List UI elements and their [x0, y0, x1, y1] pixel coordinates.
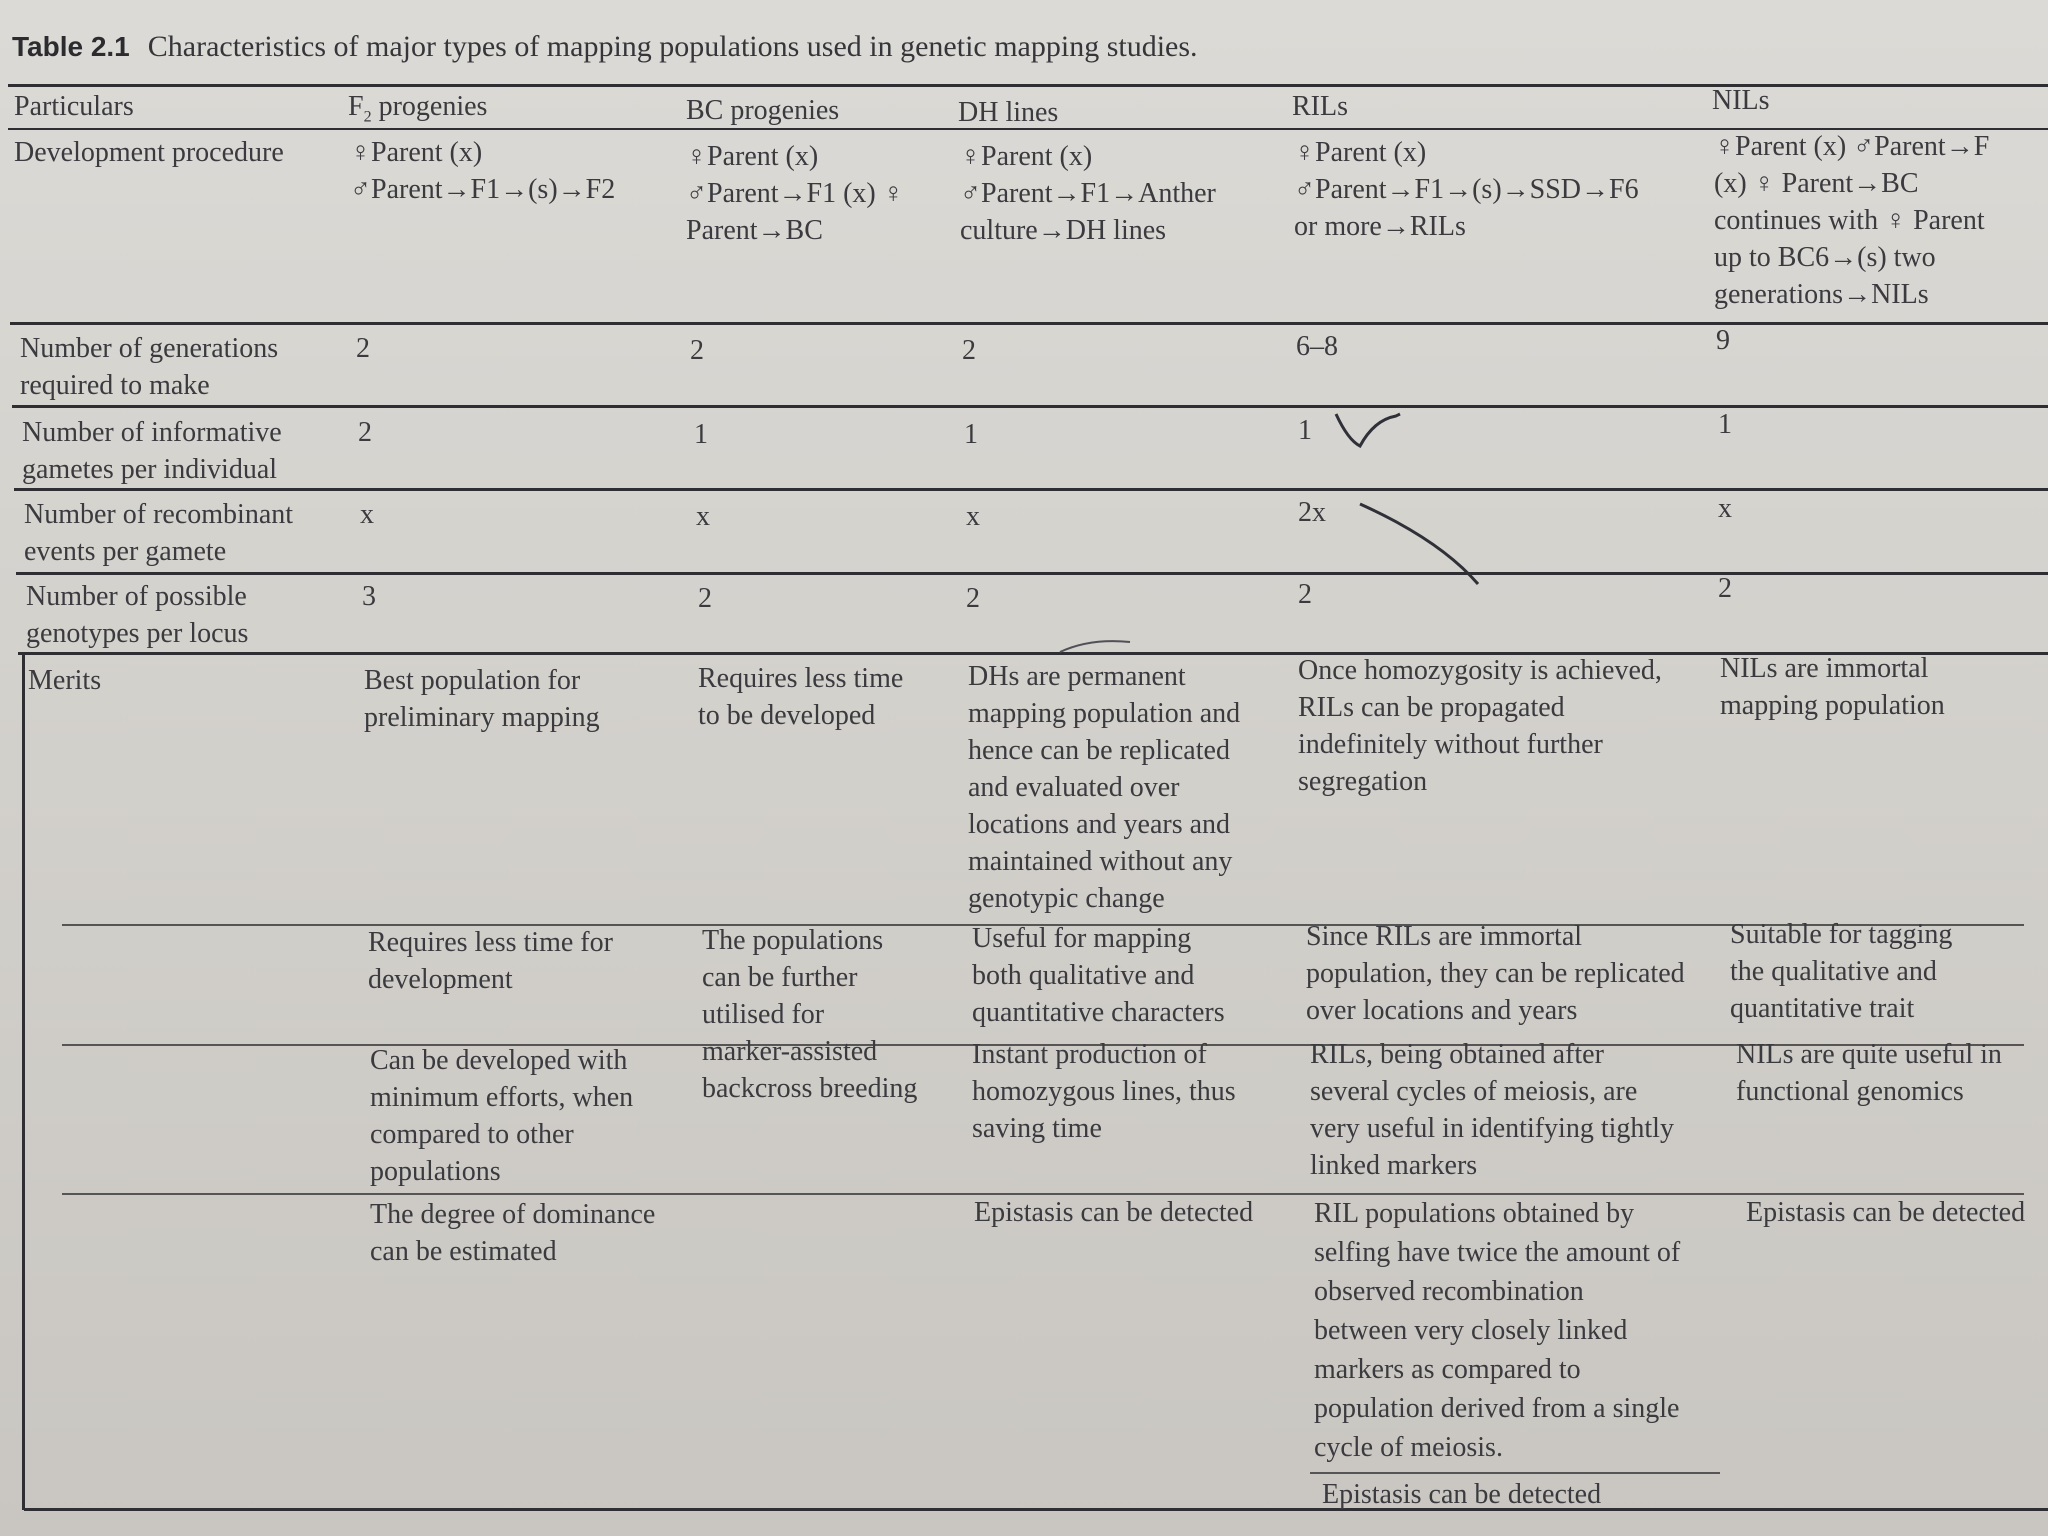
generations-label: Number of generations required to make [20, 333, 279, 401]
table-caption-label: Table 2.1 [12, 31, 130, 62]
recombinant-f2: x [360, 499, 374, 530]
merits-row2-ril: Since RILs are immortal population, they can be replicated over locations and years [1306, 921, 1685, 1026]
gametes-f2: 2 [358, 417, 372, 448]
pen-stroke [1360, 504, 1478, 584]
merits-row4-f2: The degree of dominance can be estimated [370, 1199, 656, 1267]
genotypes-bc: 2 [698, 583, 712, 614]
merits-row3-dh: Instant production of homozygous lines, thus saving time [972, 1039, 1236, 1144]
merits-row3-ril: RILs, being obtained after several cycles of meiosis, are very useful in identifying tightly linked markers [1310, 1039, 1674, 1181]
genotypes-f2: 3 [362, 581, 376, 612]
recombinant-label: Number of recombinant events per gamete [24, 499, 294, 567]
pen-squiggle [1060, 641, 1130, 652]
recombinant-ril: 2x [1298, 497, 1326, 528]
gametes-dh: 1 [964, 419, 978, 450]
merits-row1-bc: Requires less time to be developed [698, 663, 904, 731]
merits-row3-f2: Can be developed with minimum efforts, when compared to other populations [370, 1045, 634, 1187]
header-nil: NILs [1712, 85, 1770, 116]
merits-row4-ril: RIL populations obtained by selfing have twice the amount of observed recombination between very closely linked markers as compared to population derived from a single cycle of meiosis. [1314, 1198, 1681, 1463]
gametes-label: Number of informative gametes per individual [22, 417, 282, 485]
merits-row2-f2: Requires less time for development [368, 927, 613, 995]
generations-f2: 2 [356, 333, 370, 364]
gametes-ril: 1 [1298, 415, 1312, 446]
generations-dh: 2 [962, 335, 976, 366]
generations-ril: 6–8 [1296, 331, 1338, 362]
merits-row2-dh: Useful for mapping both qualitative and quantitative characters [972, 923, 1225, 1028]
merits-row1-f2: Best population for preliminary mapping [364, 665, 600, 733]
generations-bc: 2 [690, 335, 704, 366]
gametes-nil: 1 [1718, 409, 1732, 440]
gametes-bc: 1 [694, 419, 708, 450]
merits-row1-dh: DHs are permanent mapping population and hence can be replicated and evaluated over locations and years and maintained without any genotypic change [968, 661, 1241, 914]
header-bc: BC progenies [686, 95, 840, 126]
header-dh: DH lines [958, 97, 1059, 128]
header-f2: $F_2$ progenies [348, 91, 488, 126]
merits-row4-nil: Epistasis can be detected [1746, 1197, 2026, 1228]
genotypes-nil: 2 [1718, 573, 1732, 604]
merits-label: Merits [28, 665, 102, 696]
merits-row2-bc: The populations can be further utilised for marker-assisted backcross breeding [702, 925, 918, 1104]
header-ril: RILs [1292, 91, 1348, 122]
table-caption-text: Characteristics of major types of mapping populations used in genetic mapping studies. [147, 30, 1198, 63]
genotypes-label: Number of possible genotypes per locus [26, 581, 249, 649]
recombinant-dh: x [966, 501, 980, 532]
merits-row1-ril: Once homozygosity is achieved, RILs can be propagated indefinitely without further segregation [1298, 655, 1662, 797]
pen-checkmark [1336, 414, 1400, 446]
development-label: Development procedure [14, 137, 284, 168]
header-particulars: Particulars [14, 91, 134, 122]
genotypes-dh: 2 [966, 583, 980, 614]
development-nil: ♀Parent (x) ♂Parent→F (x) ♀ Parent→BC continues with ♀ Parent up to BC6→(s) two generations→NILs [1714, 131, 1990, 310]
merits-row1-nil: NILs are immortal mapping population [1720, 653, 1945, 721]
generations-nil: 9 [1716, 325, 1730, 356]
merits-row5-ril: Epistasis can be detected [1322, 1479, 1602, 1510]
development-ril: ♀Parent (x) ♂Parent→F1→(s)→SSD→F6 or more→RILs [1294, 137, 1639, 242]
development-f2: ♀Parent (x) ♂Parent→F1→(s)→F2 [350, 137, 616, 205]
genotypes-ril: 2 [1298, 579, 1312, 610]
merits-row3-nil: NILs are quite useful in functional genomics [1736, 1039, 2002, 1107]
development-bc: ♀Parent (x) ♂Parent→F1 (x) ♀ Parent→BC [686, 141, 904, 246]
recombinant-nil: x [1718, 493, 1732, 524]
merits-row2-nil: Suitable for tagging the qualitative and quantitative trait [1730, 919, 1953, 1024]
development-dh: ♀Parent (x) ♂Parent→F1→Anther culture→DH lines [960, 141, 1216, 246]
merits-row4-dh: Epistasis can be detected [974, 1197, 1254, 1228]
recombinant-bc: x [696, 501, 710, 532]
